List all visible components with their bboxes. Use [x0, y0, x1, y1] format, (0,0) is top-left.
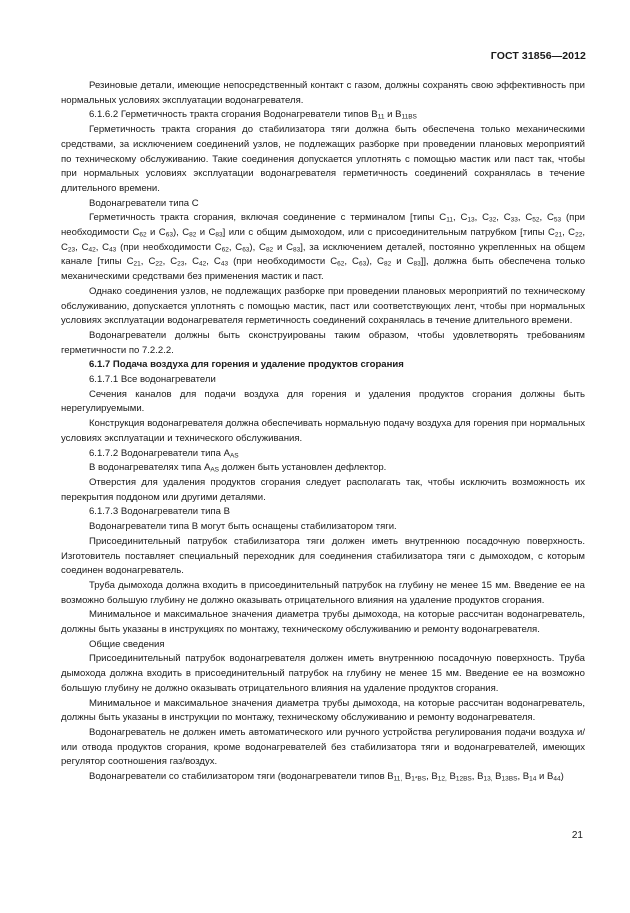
paragraph: Минимальное и максимальное значения диаметра трубы дымохода, на которые рассчитан водонагреватель, должны быть указаны в инструкциях по монтажу, техническому обслуживанию и ремонту водонагревателя. [61, 609, 585, 636]
paragraph: Присоединительный патрубок стабилизатора тяги должен иметь внутреннюю посадочную поверхность. Изготовитель поставляет специальный переходник для соединения стабилизатора тяги с дымоходом, с которым соединен водонагреватель. [61, 535, 585, 577]
paragraph: Водонагреватели должны быть сконструированы таким образом, чтобы удовлетворять требованиям герметичности по 7.2.2.2. [61, 329, 585, 356]
page-number: 21 [571, 830, 583, 841]
document-body [61, 79, 585, 785]
paragraph: Герметичность тракта сгорания, включая соединение с терминалом [типы $C_{11}$, $C_{13}$, $C_{32}$, $C_{33}$, $C_{52}$, $C_{53}$ (при необходимости $C_{62}$ и $C_{63}$), $C_{82}$ и $C_{83}$] или с общим дымоходом, или с присоединительным патрубком [типы $C_{21}$, $C_{22}$, $C_{23}$, $C_{42}$, $C_{43}$ (при необходимости $C_{62}$, $C_{63}$), $C_{82}$ и $C_{83}$], за исключением деталей, постоянно укрепленных на общем канале [типы $C_{21}$, $C_{22}$, $C_{23}$, $C_{42}$, $C_{43}$ (при необходимости $C_{62}$, $C_{63}$), $C_{82}$ и $C_{83}$]], должна быть обеспечена только механическими средствами без применения мастик и паст. [61, 212, 586, 283]
paragraph: Водонагреватели типа В могут быть оснащены стабилизатором тяги. [89, 521, 397, 533]
paragraph: В водонагревателях типа $A_{AS}$ должен быть установлен дефлектор. [89, 462, 387, 474]
clause-heading: 6.1.6.2 Герметичность тракта сгорания Водонагреватели типов $B_{11}$ и $B_{11BS}$ [89, 109, 417, 121]
paragraph: Герметичность тракта сгорания до стабилизатора тяги должна быть обеспечена только механическими средствами, за исключением соединений узлов, не подлежащих разборке при проведении плановых мероприятий по техническому обслуживанию. Такие соединения допускается уплотнять с помощью мастик или паст так, чтобы при нормальных условиях эксплуатации водонагревателя герметичность соединений сохранялась в течение длительного времени. [61, 124, 585, 194]
subheading: Водонагреватели типа С [89, 197, 199, 209]
paragraph: Резиновые детали, имеющие непосредственный контакт с газом, должны сохранять свою эффективность при нормальных условиях эксплуатации водонагревателя. [61, 80, 585, 106]
paragraph: Минимальное и максимальное значения диаметра трубы дымохода, на которые рассчитан водонагреватель, должны быть указаны в инструкции по монтажу, техническому обслуживанию и ремонту водонагревателя. [61, 697, 585, 724]
clause-heading: 6.1.7.1 Все водонагреватели [89, 374, 216, 386]
paragraph: Сечения каналов для подачи воздуха для горения и удаления продуктов сгорания должны быть нерегулируемыми. [61, 388, 585, 415]
paragraph: Водонагреватели со стабилизатором тяги (водонагреватели типов $B_{11,}$ $B_{1*BS}$, $B_{12,}$ $B_{12BS}$, $B_{13,}$ $B_{13BS}$, $B_{14}$ и $B_{44}$) [89, 771, 564, 783]
clause-heading: 6.1.7.2 Водонагреватели типа $A_{AS}$ [89, 447, 239, 460]
section-heading: 6.1.7 Подача воздуха для горения и удаление продуктов сгорания [89, 359, 404, 371]
standard-header: ГОСТ 31856—2012 [490, 50, 586, 62]
clause-heading: 6.1.7.3 Водонагреватели типа B [89, 506, 230, 518]
paragraph: Водонагреватель не должен иметь автоматического или ручного устройства регулирования подачи воздуха и/или отвода продуктов сгорания, кроме водонагревателей без стабилизатора тяги и водонагревателей, имеющих регулятор соотношения газ/воздух. [61, 726, 585, 768]
paragraph: Труба дымохода должна входить в присоединительный патрубок на глубину не менее 15 мм. Введение ее на возможно большую глубину не должно оказывать отрицательного влияния на удаление продуктов сгорания. [61, 579, 585, 606]
paragraph: Отверстия для удаления продуктов сгорания следует располагать так, чтобы исключить возможность их перекрытия поддоном или другими деталями. [61, 476, 585, 503]
paragraph: Однако соединения узлов, не подлежащих разборке при проведении плановых мероприятий по техническому обслуживанию, допускается уплотнять с помощью мастик, паст или соответствующих лент, чтобы при нормальных условиях эксплуатации водонагревателя герметичность соединений сохранялась в течение длительного времени. [61, 285, 585, 327]
paragraph: Конструкция водонагревателя должна обеспечивать нормальную подачу воздуха для горения при нормальных условиях эксплуатации и технического обслуживания. [61, 418, 585, 444]
subheading: Общие сведения [89, 638, 165, 650]
paragraph: Присоединительный патрубок водонагревателя должен иметь внутреннюю посадочную поверхность. Труба дымохода должна входить в присоединительный патрубок на глубину не менее 15 мм. Введение ее на возможно большую глубину не должно оказывать отрицательного влияния на удаление продуктов сгорания. [61, 653, 585, 694]
